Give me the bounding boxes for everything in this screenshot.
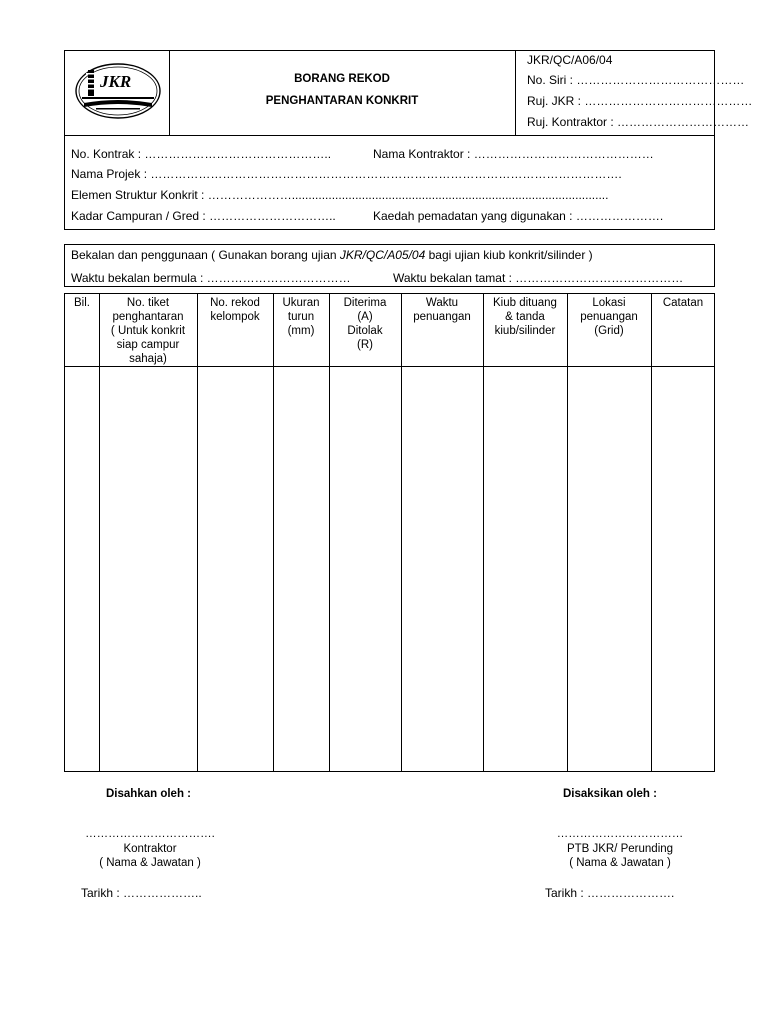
delivery-table [64,293,715,772]
jkr-logo [74,61,162,121]
header-separator [65,366,714,367]
left-signature-line[interactable]: ……………………………. [85,828,215,840]
left-date-field[interactable]: Tarikh : ……………….. [81,886,202,900]
supply-form-ref: JKR/QC/A05/04 [339,248,426,262]
col-header-no-rekod: No. rekod kelompok [210,297,260,323]
form-header [64,50,753,136]
column-divider [197,294,198,771]
col-header-diterima-ditolak: Diterima (A) Ditolak (R) [343,297,387,351]
right-name-title: ( Nama & Jawatan ) [569,857,671,869]
supply-instruction [71,248,593,262]
col-header-kiub-dituang: Kiub dituang & tanda kiub/silinder [493,297,557,337]
nama-projek-field[interactable]: Nama Projek : ………………………………………………………………………………………………………. [71,167,622,181]
supply-instruction-prefix: Bekalan dan penggunaan ( Gunakan borang ujian [71,248,340,262]
right-signature-line[interactable]: …………………………… [556,828,684,840]
column-divider [273,294,274,771]
kaedah-pemadatan-field[interactable]: Kaedah pemadatan yang digunakan : …………………. [373,209,664,223]
col-header-waktu-penuangan: Waktu penuangan [413,297,471,323]
form-title-line1: BORANG REKOD [294,73,390,85]
no-siri-field[interactable]: No. Siri : …………………………………… [527,73,745,87]
nama-kontraktor-field[interactable]: Nama Kontraktor : ……………………………………… [373,147,654,161]
ruj-kontraktor-field[interactable]: Ruj. Kontraktor : …………………………… [527,115,750,129]
title-cell [169,51,516,135]
right-date-field[interactable]: Tarikh : …………………. [545,886,675,900]
disahkan-heading: Disahkan oleh : [106,788,191,800]
waktu-bermula-field[interactable]: Waktu bekalan bermula : ……………………………… [71,271,351,285]
no-kontrak-field[interactable]: No. Kontrak : ……………………………………….. [71,147,332,161]
kadar-campuran-field[interactable]: Kadar Campuran / Gred : ………………………….. [71,209,336,223]
logo-text: JKR [100,72,132,91]
left-role: Kontraktor [123,843,177,855]
col-header-no-tiket: No. tiket penghantaran ( Untuk konkrit siap campur sahaja) [110,297,186,365]
elemen-struktur-field[interactable]: Elemen Struktur Konkrit : …………………............................................................................................... [71,188,609,202]
column-divider [483,294,484,771]
form-title-line2: PENGHANTARAN KONKRIT [265,95,419,107]
column-divider [567,294,568,771]
ruj-jkr-field[interactable]: Ruj. JKR : …………………………………… [527,94,753,108]
disaksikan-heading: Disaksikan oleh : [563,788,657,800]
reference-cell [515,51,753,135]
col-header-lokasi-penuangan: Lokasi penuangan (Grid) [580,297,638,337]
waktu-tamat-field[interactable]: Waktu bekalan tamat : …………………………………… [393,271,684,285]
column-divider [329,294,330,771]
contract-info-section [64,135,715,230]
logo-cell [65,51,170,135]
supply-instruction-suffix: bagi ujian kiub konkrit/silinder ) [425,248,593,262]
column-divider [651,294,652,771]
left-name-title: ( Nama & Jawatan ) [99,857,201,869]
col-header-catatan: Catatan [662,297,704,309]
col-header-ukuran-turun: Ukuran turun (mm) [282,297,320,337]
column-divider [401,294,402,771]
supply-section [64,244,715,287]
form-code: JKR/QC/A06/04 [527,53,613,67]
col-header-bil: Bil. [74,297,90,309]
right-role: PTB JKR/ Perunding [566,843,674,855]
